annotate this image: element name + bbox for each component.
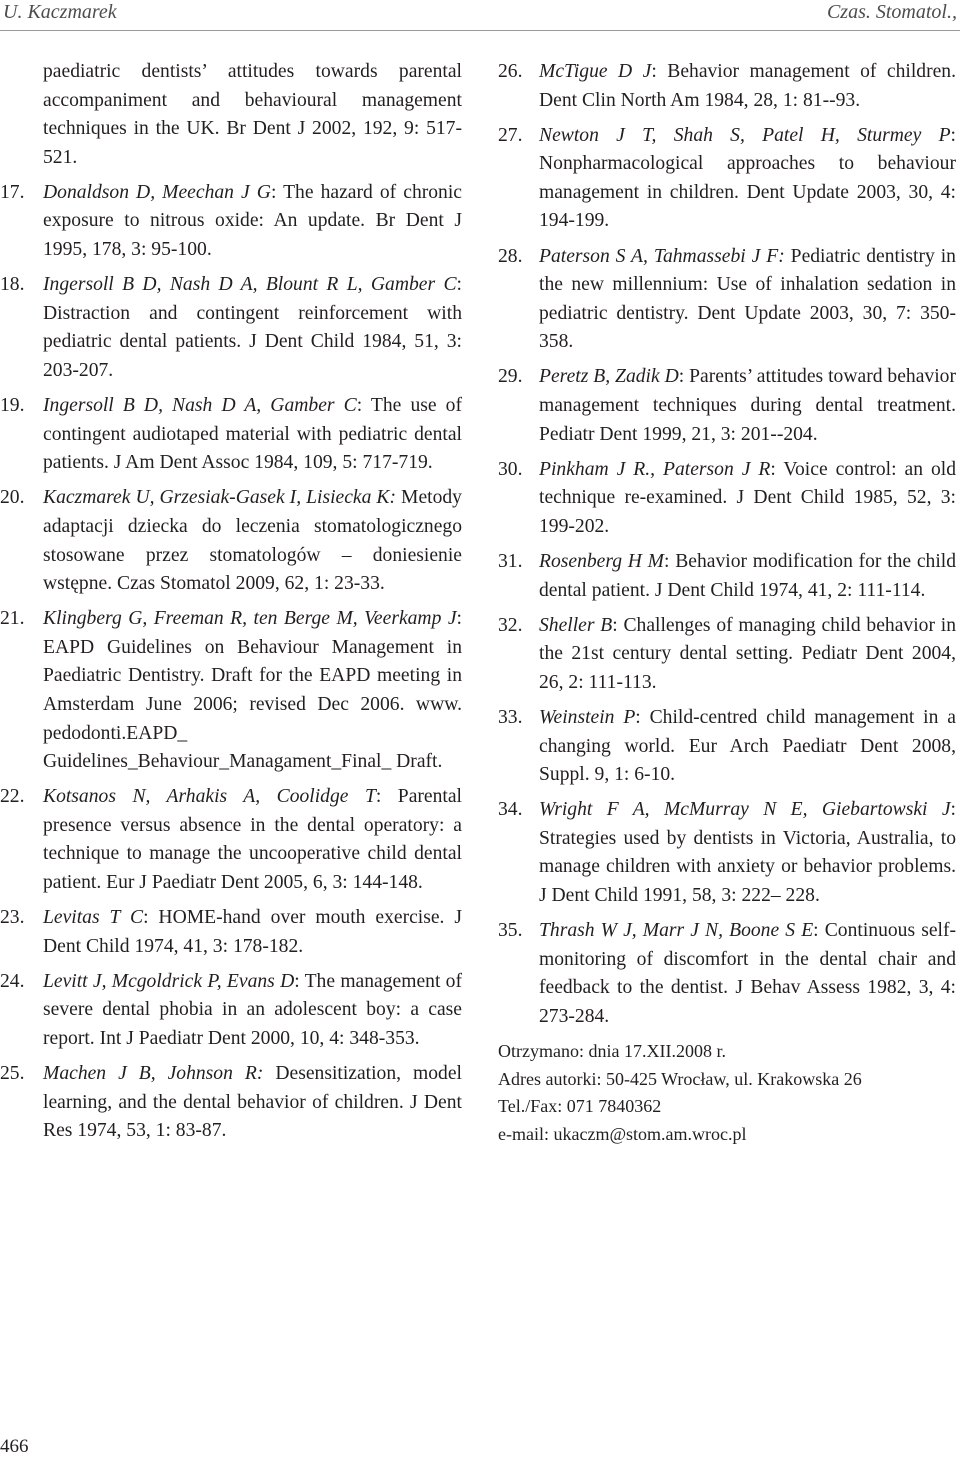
reference-item: [0, 968, 462, 1054]
reference-text: : Distraction and contingent reinforcement with pediatric dental patients. J Dent Child 1984, 51, 3: 203-207.: [43, 274, 462, 381]
reference-authors: Levitt J, Mcgoldrick P, Evans D: [43, 970, 295, 992]
reference-continuation: paediatric dentists’ attitudes towards parental accompaniment and behavioural management techniques in the UK. Br Dent J 2002, 192, 9: 517-521.: [43, 61, 462, 168]
reference-item: [0, 783, 462, 897]
reference-authors: Pinkham J R., Paterson J R: [539, 458, 771, 480]
reference-item: [0, 1060, 462, 1146]
reference-item: [498, 917, 956, 1031]
header-journal: Czas. Stomatol.,: [826, 1, 957, 23]
reference-text: : Voice control: an old technique re-examined. J Dent Child 1985, 52, 3: 199-202.: [539, 458, 956, 537]
reference-authors: Machen J B, Johnson R:: [43, 1063, 264, 1085]
reference-number: 21.: [0, 608, 25, 630]
reference-text: : HOME-hand over mouth exercise. J Dent Child 1974, 41, 3: 178-182.: [43, 907, 462, 957]
reference-item: [0, 605, 462, 777]
reference-item: [0, 179, 462, 265]
right-column: [498, 58, 956, 1148]
reference-authors: Sheller B: [539, 614, 613, 636]
reference-number: 34.: [498, 799, 523, 821]
reference-number: 35.: [498, 920, 523, 942]
reference-text: Metody adaptacji dziecka do leczenia stomatologicznego stosowane przez stomatologów – doniesienie wstępne. Czas Stomatol 2009, 62, 1: 23-33.: [43, 487, 462, 595]
reference-authors: Newton J T, Shah S, Patel H, Sturmey P: [539, 124, 951, 146]
author-address: Adres autorki: 50-425 Wrocław, ul. Krakowska 26: [498, 1068, 862, 1089]
reference-item: [498, 363, 956, 449]
reference-text: : Behavior management of children. Dent Clin North Am 1984, 28, 1: 81--93.: [539, 61, 956, 111]
page-number: 466: [0, 1436, 29, 1457]
reference-authors: Wright F A, McMurray N E, Giebartowski J: [539, 799, 951, 821]
reference-number: 22.: [0, 786, 25, 808]
reference-item: [0, 271, 462, 385]
reference-number: 23.: [0, 907, 25, 929]
reference-item: [498, 122, 956, 236]
article-info: [498, 1038, 956, 1148]
reference-number: 28.: [498, 245, 523, 267]
reference-number: 19.: [0, 395, 25, 417]
reference-authors: Ingersoll B D, Nash D A, Gamber C: [43, 395, 357, 417]
reference-number: 31.: [498, 551, 523, 572]
reference-number: 18.: [0, 274, 25, 296]
reference-number: 27.: [498, 124, 523, 146]
reference-authors: Levitas T C: [43, 907, 144, 929]
email-address: e-mail: ukaczm@stom.am.wroc.pl: [498, 1123, 747, 1144]
reference-item: [0, 392, 462, 478]
reference-text: : Parental presence versus absence in the dental operatory: a technique to manage the uncooperative child dental patient. Eur J Paediatr Dent 2005, 6, 3: 144-148.: [43, 786, 463, 894]
left-column: [0, 58, 462, 1152]
reference-authors: Rosenberg H M: [539, 551, 665, 572]
reference-authors: Klingberg G, Freeman R, ten Berge M, Veerkamp J: [43, 608, 457, 630]
reference-item: [0, 484, 462, 598]
reference-number: 24.: [0, 970, 25, 992]
reference-item: [0, 904, 462, 961]
reference-number: 32.: [498, 614, 523, 636]
reference-number: 33.: [498, 706, 523, 728]
reference-authors: Paterson S A, Tahmassebi J F:: [539, 245, 785, 267]
reference-text: : Strategies used by dentists in Victoria, Australia, to manage children with anxiety or behavior problems. J Dent Child 1991, 58, 3: 222– 228.: [539, 799, 956, 907]
received-date: Otrzymano: dnia 17.XII.2008 r.: [498, 1041, 726, 1061]
reference-authors: Weinstein P: [539, 706, 636, 728]
reference-text: Pediatric dentistry in the new millennium: Use of inhalation sedation in pediatric dentistry. Dent Update 2003, 30, 7: 350-358.: [539, 245, 956, 353]
reference-authors: Ingersoll B D, Nash D A, Blount R L, Gamber C: [43, 274, 457, 296]
right-reference-list: [498, 58, 956, 1032]
reference-text: : The hazard of chronic exposure to nitrous oxide: An update. Br Dent J 1995, 178, 3: 95-100.: [43, 181, 462, 261]
reference-authors: Kaczmarek U, Grzesiak-Gasek I, Lisiecka K:: [43, 487, 397, 509]
header-author: U. Kaczmarek: [3, 1, 117, 23]
reference-authors: Thrash W J, Marr J N, Boone S E: [539, 920, 814, 942]
reference-text: : Behavior modification for the child dental patient. J Dent Child 1974, 41, 2: 111-114.: [539, 551, 957, 601]
reference-text: : Child-centred child management in a changing world. Eur Arch Paediatr Dent 2008, Suppl. 9, 1: 6-10.: [539, 706, 956, 786]
reference-number: 17.: [0, 181, 25, 203]
reference-text: : Parents’ attitudes toward behavior management techniques during dental treatment. Pediatr Dent 1999, 21, 3: 201--204.: [539, 366, 956, 445]
reference-number: 29.: [498, 366, 523, 388]
reference-text: : The use of contingent audiotaped material with pediatric dental patients. J Am Dent Assoc 1984, 109, 5: 717-719.: [43, 395, 462, 474]
reference-number: 25.: [0, 1063, 25, 1085]
reference-item: [498, 612, 956, 698]
reference-number: 30.: [498, 458, 523, 480]
reference-authors: McTigue D J: [539, 61, 652, 82]
reference-item: [498, 548, 956, 605]
reference-authors: Kotsanos N, Arhakis A, Coolidge T: [43, 786, 376, 808]
reference-text: : Continuous self-monitoring of discomfort in the dental chair and feedback to the dentist. J Behav Assess 1982, 3, 4: 273-284.: [539, 920, 957, 1027]
running-header: [0, 0, 960, 31]
reference-text: Desensitization, model learning, and the dental behavior of children. J Dent Res 1974, 53, 1: 83-87.: [43, 1063, 462, 1142]
phone-fax: Tel./Fax: 071 7840362: [498, 1096, 662, 1116]
reference-text: : The management of severe dental phobia in an adolescent boy: a case report. Int J Paediatr Dent 2000, 10, 4: 348-353.: [43, 970, 463, 1049]
reference-authors: Peretz B, Zadik D: [539, 366, 679, 388]
reference-item: [498, 456, 956, 542]
reference-number: 26.: [498, 61, 523, 82]
reference-authors: Donaldson D, Meechan J G: [43, 181, 271, 203]
reference-item: [498, 796, 956, 910]
reference-text: : Nonpharmacological approaches to behaviour management in children. Dent Update 2003, 30, 4: 194-199.: [539, 124, 956, 232]
left-reference-list: [0, 179, 462, 1146]
reference-text: : Challenges of managing child behavior in the 21st century dental setting. Pediatr Dent 2004, 26, 2: 111-113.: [539, 614, 956, 693]
reference-item: [498, 704, 956, 790]
reference-number: 20.: [0, 487, 25, 509]
reference-item: [498, 243, 956, 357]
reference-text: : EAPD Guidelines on Behaviour Management in Paediatric Dentistry. Draft for the EAPD meeting in Amsterdam June 2006; revised Dec 2006. www. pedodonti.EAPD_ Guidelines_Behaviour_Managament_Final_ Draft.: [43, 608, 462, 773]
reference-item: [498, 58, 956, 115]
